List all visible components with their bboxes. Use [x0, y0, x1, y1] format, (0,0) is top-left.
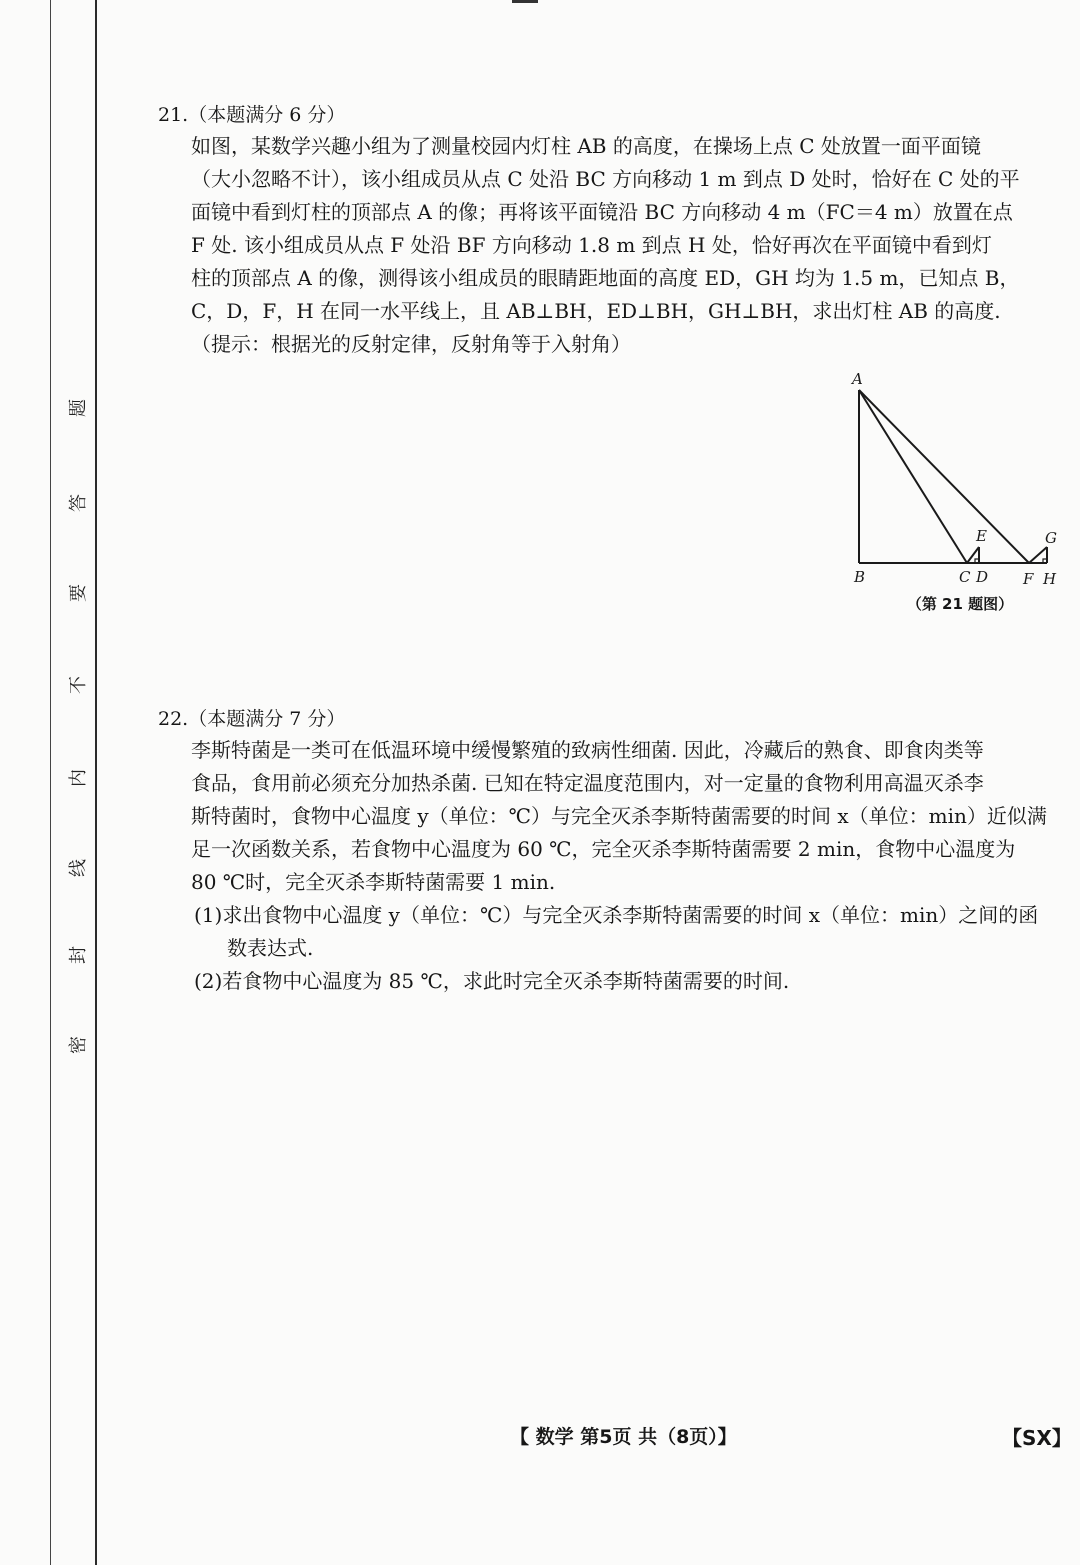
question-22-line: 足一次函数关系，若食物中心温度为 60 ℃，完全灭杀李斯特菌需要 2 min，食物中心温度为 [191, 837, 1016, 861]
question-21-line: 柱的顶部点 A 的像，测得该小组成员的眼睛距地面的高度 ED，GH 均为 1.5 m，已知点 B， [191, 266, 1020, 290]
top-scan-mark [512, 0, 538, 3]
question-22-line: 食品，食用前必须充分加热杀菌. 已知在特定温度范围内，对一定量的食物利用高温灭杀李 [191, 771, 984, 795]
figure-21-caption: （第 21 题图） [906, 595, 1014, 613]
seal-char: 要 [68, 584, 89, 602]
seal-char: 不 [68, 676, 89, 694]
question-22-body [191, 734, 1058, 899]
question-22-part-1 [194, 899, 1058, 965]
figure-21 [842, 365, 1074, 620]
label-A: A [852, 370, 863, 388]
label-F: F [1023, 570, 1034, 588]
label-B: B [854, 568, 866, 586]
binding-line-inner [95, 0, 97, 1565]
question-22-part-1-line: (1)求出食物中心温度 y（单位：℃）与完全灭杀李斯特菌需要的时间 x（单位：min）之间的函 [194, 903, 1039, 927]
seal-char: 题 [68, 399, 89, 417]
question-22-header: 22.（本题满分 7 分） [158, 708, 346, 730]
label-H: H [1043, 570, 1057, 588]
question-21-line: C，D，F，H 在同一水平线上，且 AB⊥BH，ED⊥BH，GH⊥BH，求出灯柱 AB 的高度. [191, 299, 1001, 323]
ray-C-to-E [967, 547, 979, 563]
page-footer [0, 1422, 1080, 1452]
question-22-line: 斯特菌时，食物中心温度 y（单位：℃）与完全灭杀李斯特菌需要的时间 x（单位：min）近似满 [191, 804, 1047, 828]
seal-char: 线 [68, 859, 89, 877]
question-21-header: 21.（本题满分 6 分） [158, 104, 346, 126]
question-21-line: 面镜中看到灯柱的顶部点 A 的像；再将该平面镜沿 BC 方向移动 4 m（FC＝4 m）放置在点 [191, 200, 1013, 224]
seal-char: 内 [68, 769, 89, 787]
label-E: E [976, 527, 987, 545]
seal-char: 答 [68, 494, 89, 512]
seal-line-notice [62, 395, 92, 1075]
seal-char: 密 [68, 1036, 89, 1054]
question-21-hint: （提示：根据光的反射定律，反射角等于入射角） [191, 332, 631, 356]
ray-A-to-C [859, 390, 967, 563]
question-22 [158, 704, 1058, 998]
question-21-body [191, 130, 1058, 361]
label-D: D [976, 568, 989, 586]
seal-char: 封 [68, 946, 89, 964]
region-code: 【SX】 [1002, 1426, 1072, 1450]
question-21 [158, 100, 1058, 361]
question-22-part-1-continuation: 数表达式. [227, 936, 314, 960]
question-21-line: 如图，某数学兴趣小组为了测量校园内灯柱 AB 的高度，在操场上点 C 处放置一面平面镜 [191, 134, 981, 158]
question-22-line: 80 ℃时，完全灭杀李斯特菌需要 1 min. [191, 870, 556, 894]
label-C: C [959, 568, 971, 586]
question-21-line: F 处. 该小组成员从点 F 处沿 BF 方向移动 1.8 m 到点 H 处，恰好再次在平面镜中看到灯 [191, 233, 992, 257]
ray-F-to-G [1029, 547, 1047, 563]
figure-21-svg [842, 365, 1074, 595]
question-21-line: （大小忽略不计），该小组成员从点 C 处沿 BC 方向移动 1 m 到点 D 处时，恰好在 C 处的平 [191, 167, 1020, 191]
question-22-line: 李斯特菌是一类可在低温环境中缓慢繁殖的致病性细菌. 因此，冷藏后的熟食、即食肉类等 [191, 738, 984, 762]
label-G: G [1045, 529, 1057, 547]
question-22-part-2: (2)若食物中心温度为 85 ℃，求此时完全灭杀李斯特菌需要的时间. [194, 969, 790, 993]
binding-line-outer [50, 0, 51, 1565]
page-number-info: 【 数学 第5页 共（8页）】 [510, 1426, 737, 1448]
ray-A-to-F [859, 390, 1029, 563]
